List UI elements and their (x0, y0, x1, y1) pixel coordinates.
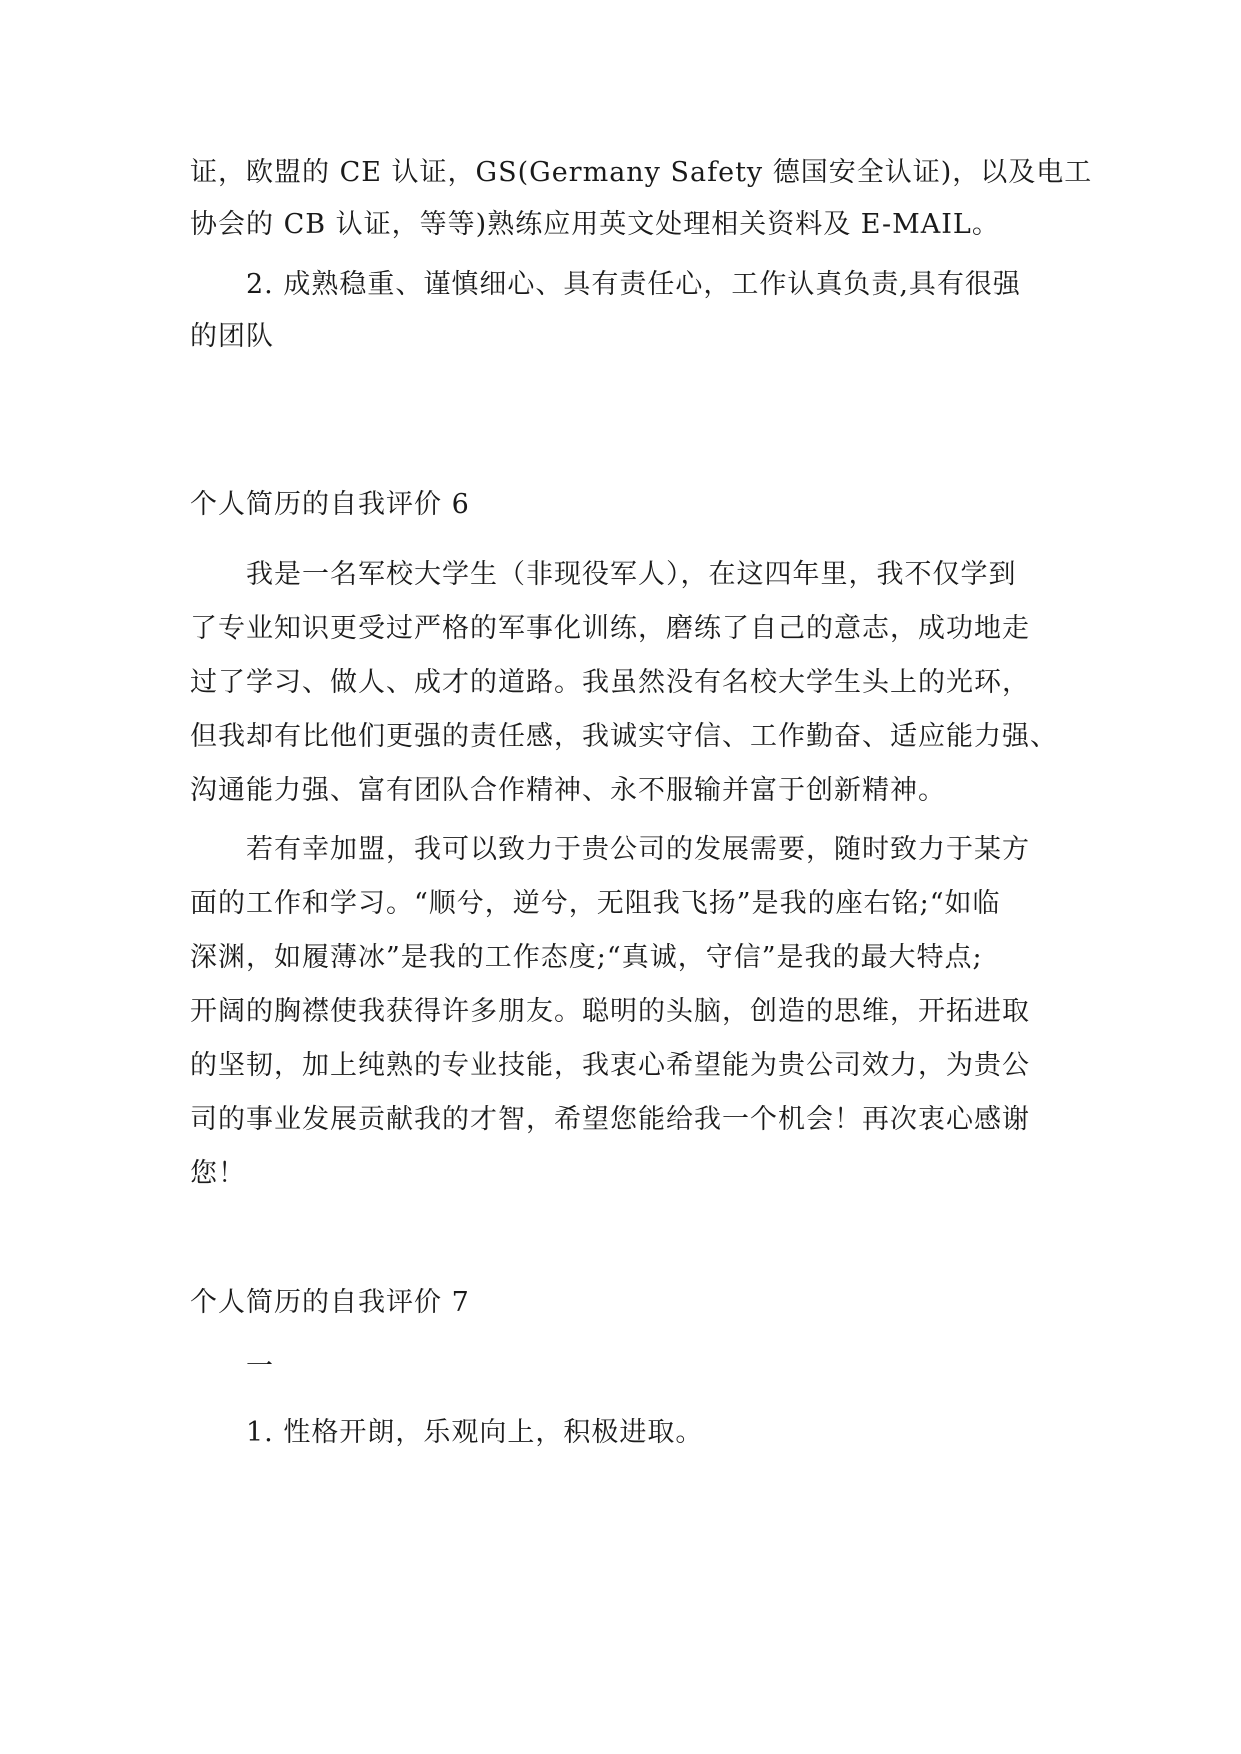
section6-p1-line-2: 了专业知识更受过严格的军事化训练，磨练了自己的意志，成功地走 (190, 613, 1030, 644)
item2-line-2: 的团队 (190, 321, 274, 352)
section6-p2-line-2: 面的工作和学习。“顺兮，逆兮，无阻我飞扬”是我的座右铭;“如临 (190, 888, 1001, 919)
section6-p2-line-1: 若有幸加盟，我可以致力于贵公司的发展需要，随时致力于某方 (246, 834, 1030, 865)
section6-p2-line-4: 开阔的胸襟使我获得许多朋友。聪明的头脑，创造的思维，开拓进取 (190, 996, 1030, 1027)
section7-item1: 1. 性格开朗，乐观向上，积极进取。 (246, 1417, 704, 1448)
item2-line-1: 2. 成熟稳重、谨慎细心、具有责任心，工作认真负责,具有很强 (246, 269, 1021, 300)
section6-heading: 个人简历的自我评价 6 (190, 489, 470, 520)
section6-p1-line-1: 我是一名军校大学生（非现役军人），在这四年里，我不仅学到 (246, 559, 1017, 590)
section6-p2-line-5: 的坚韧，加上纯熟的专业技能，我衷心希望能为贵公司效力，为贵公 (190, 1050, 1030, 1081)
section6-p1-line-5: 沟通能力强、富有团队合作精神、永不服输并富于创新精神。 (190, 775, 946, 806)
section6-p1-line-4: 但我却有比他们更强的责任感，我诚实守信、工作勤奋、适应能力强、 (190, 721, 1058, 752)
intro-line-1: 证，欧盟的 CE 认证，GS(Germany Safety 德国安全认证)，以及电工 (190, 157, 1093, 188)
section7-heading: 个人简历的自我评价 7 (190, 1287, 470, 1318)
section6-p2-line-7: 您！ (190, 1158, 246, 1189)
section6-p2-line-6: 司的事业发展贡献我的才智，希望您能给我一个机会！再次衷心感谢 (190, 1104, 1030, 1135)
intro-line-2: 协会的 CB 认证，等等)熟练应用英文处理相关资料及 E-MAIL。 (190, 209, 1000, 240)
section6-p2-line-3: 深渊，如履薄冰”是我的工作态度;“真诚，守信”是我的最大特点; (190, 942, 983, 973)
section6-p1-line-3: 过了学习、做人、成才的道路。我虽然没有名校大学生头上的光环， (190, 667, 1030, 698)
section7-subheading: 一 (246, 1351, 274, 1382)
